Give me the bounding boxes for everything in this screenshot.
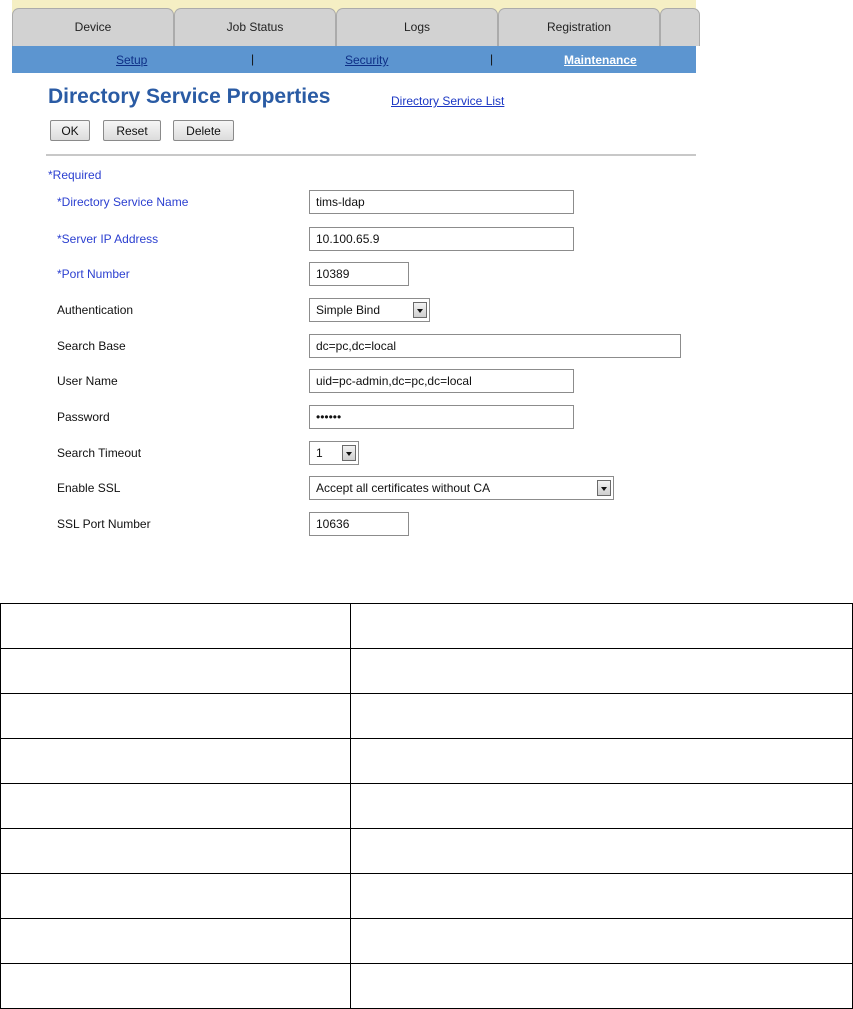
- subnav-maintenance-link[interactable]: Maintenance: [564, 53, 637, 67]
- port-number-label: *Port Number: [57, 267, 130, 281]
- directory-service-list-link[interactable]: Directory Service List: [391, 94, 505, 108]
- subnav-separator: |: [490, 52, 494, 66]
- table-cell: [351, 604, 853, 649]
- table-cell: [351, 739, 853, 784]
- tab-registration[interactable]: Registration: [498, 8, 660, 46]
- table-cell: [351, 964, 853, 1009]
- table-cell: [1, 694, 351, 739]
- table-row: [1, 964, 853, 1009]
- page-title: Directory Service Properties: [48, 85, 331, 108]
- header-divider: [46, 154, 696, 156]
- table-row: [1, 829, 853, 874]
- reset-button[interactable]: Reset: [103, 120, 161, 141]
- ok-button[interactable]: OK: [50, 120, 90, 141]
- table-cell: [351, 649, 853, 694]
- subnav-separator: |: [251, 52, 255, 66]
- table-row: [1, 874, 853, 919]
- dropdown-arrow-icon[interactable]: [597, 480, 611, 496]
- search-timeout-label: Search Timeout: [57, 446, 142, 460]
- table-cell: [351, 874, 853, 919]
- blank-table: [0, 603, 853, 1009]
- table-cell: [351, 919, 853, 964]
- tab-logs[interactable]: Logs: [336, 8, 498, 46]
- table-body: [1, 604, 853, 1009]
- table-row: [1, 784, 853, 829]
- table-row: [1, 604, 853, 649]
- directory-service-name-field[interactable]: tims-ldap: [309, 190, 574, 214]
- table-cell: [1, 739, 351, 784]
- password-label: Password: [57, 410, 110, 424]
- dropdown-arrow-icon[interactable]: [342, 445, 356, 461]
- required-note: *Required: [48, 168, 102, 182]
- search-timeout-selected-value: 1: [316, 446, 323, 460]
- table-cell: [1, 649, 351, 694]
- tab-job-status[interactable]: Job Status: [174, 8, 336, 46]
- enable-ssl-select[interactable]: [309, 476, 614, 500]
- enable-ssl-selected-value: Accept all certificates without CA: [316, 481, 491, 495]
- table-cell: [1, 829, 351, 874]
- table-cell: [351, 784, 853, 829]
- table-row: [1, 649, 853, 694]
- server-ip-address-field[interactable]: 10.100.65.9: [309, 227, 574, 251]
- user-name-label: User Name: [57, 374, 118, 388]
- search-base-field[interactable]: dc=pc,dc=local: [309, 334, 681, 358]
- subnav-setup-link[interactable]: Setup: [116, 53, 148, 67]
- table-cell: [1, 604, 351, 649]
- table-row: [1, 919, 853, 964]
- tab-overflow[interactable]: [660, 8, 700, 46]
- subnav-security-link[interactable]: Security: [345, 53, 389, 67]
- password-field[interactable]: ••••••: [309, 405, 574, 429]
- table-row: [1, 739, 853, 784]
- sub-navigation: [12, 46, 696, 73]
- ssl-port-number-label: SSL Port Number: [57, 517, 151, 531]
- port-number-field[interactable]: 10389: [309, 262, 409, 286]
- authentication-select[interactable]: [309, 298, 430, 322]
- user-name-field[interactable]: uid=pc-admin,dc=pc,dc=local: [309, 369, 574, 393]
- server-ip-address-label: *Server IP Address: [57, 232, 159, 246]
- table-cell: [1, 919, 351, 964]
- delete-button[interactable]: Delete: [173, 120, 234, 141]
- ssl-port-number-field[interactable]: 10636: [309, 512, 409, 536]
- table-cell: [1, 964, 351, 1009]
- tab-device[interactable]: Device: [12, 8, 174, 46]
- table-cell: [1, 784, 351, 829]
- enable-ssl-label: Enable SSL: [57, 481, 121, 495]
- authentication-selected-value: Simple Bind: [316, 303, 381, 317]
- table-cell: [351, 694, 853, 739]
- authentication-label: Authentication: [57, 303, 134, 317]
- table-cell: [1, 874, 351, 919]
- search-base-label: Search Base: [57, 339, 126, 353]
- directory-service-name-label: *Directory Service Name: [57, 195, 189, 209]
- table-row: [1, 694, 853, 739]
- search-timeout-select[interactable]: [309, 441, 359, 465]
- table-cell: [351, 829, 853, 874]
- top-tab-bar: [12, 0, 696, 46]
- dropdown-arrow-icon[interactable]: [413, 302, 427, 318]
